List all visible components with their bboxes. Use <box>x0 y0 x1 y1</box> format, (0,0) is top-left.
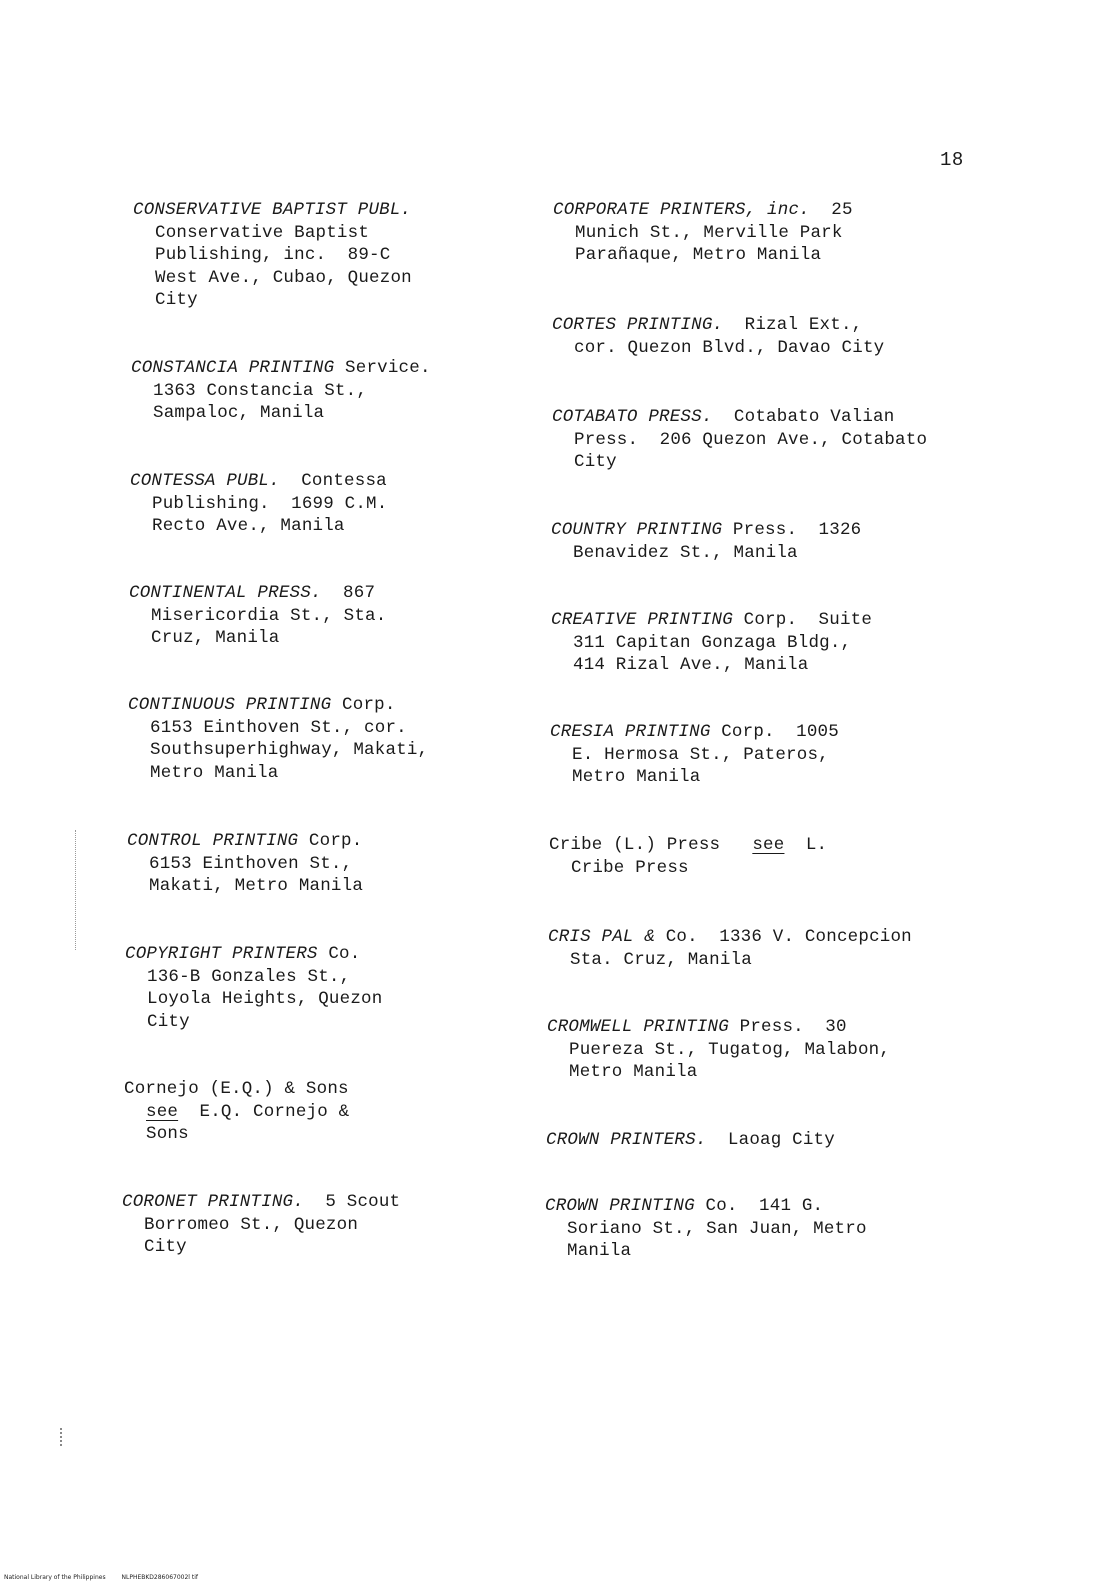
scan-artifact <box>75 830 78 950</box>
entry-line <box>553 244 853 267</box>
entry-text: Sta. Cruz, Manila <box>570 949 752 970</box>
entry-line <box>133 222 412 245</box>
entry-line <box>549 857 827 880</box>
entry-text: 867 <box>321 583 376 603</box>
entry-name: COUNTRY PRINTING <box>551 520 723 540</box>
entry-text: Makati, Metro Manila <box>149 876 364 896</box>
right-entry <box>549 834 827 879</box>
entry-line <box>124 1123 349 1146</box>
entry-heading-line <box>133 199 412 222</box>
entry-line <box>125 966 382 989</box>
entry-name: CORTES PRINTING. <box>552 315 724 335</box>
entry-text: 6153 Einthoven St., <box>149 853 353 874</box>
entry-line <box>133 244 412 267</box>
entry-text: Cribe (L.) Press <box>549 835 753 855</box>
entry-text: Cornejo (E.Q.) & Sons <box>124 1079 349 1099</box>
entry-heading-line <box>546 1129 835 1152</box>
entry-text: Metro Manila <box>569 1062 698 1082</box>
entry-text: Corp. Suite <box>732 610 873 630</box>
right-entry <box>548 926 912 971</box>
entry-text: Press. 206 Quezon Ave., Cotabato <box>574 429 928 450</box>
entry-text: 136-B Gonzales St., <box>147 966 351 987</box>
see-reference: see <box>146 1101 179 1122</box>
entry-line <box>125 1011 382 1034</box>
scan-artifact <box>60 1428 68 1446</box>
entry-line <box>552 451 927 474</box>
entry-text: Conservative Baptist <box>155 222 370 243</box>
entry-heading-line <box>550 721 839 744</box>
entry-text: Munich St., Merville Park <box>575 222 843 243</box>
entry-line <box>129 605 386 628</box>
entry-name: CRESIA PRINTING <box>550 722 711 742</box>
left-entry <box>131 357 431 425</box>
entry-heading-line <box>553 199 853 222</box>
entry-text: Puereza St., Tugatog, Malabon, <box>569 1039 891 1060</box>
entry-text: E.Q. Cornejo & <box>178 1101 350 1122</box>
entry-text: cor. Quezon Blvd., Davao City <box>574 337 885 358</box>
left-entry <box>128 694 428 784</box>
entry-text: Metro Manila <box>572 767 701 787</box>
entry-name: CORONET PRINTING. <box>122 1192 304 1212</box>
right-entry <box>547 1016 890 1084</box>
entry-text: Parañaque, Metro Manila <box>575 245 822 265</box>
left-entry <box>133 199 412 312</box>
entry-heading-line <box>130 470 387 493</box>
entry-line <box>122 1236 400 1259</box>
entry-text: City <box>147 1011 190 1032</box>
entry-line <box>122 1214 400 1237</box>
entry-heading-line <box>545 1195 867 1218</box>
entry-text: Contessa <box>279 471 387 491</box>
entry-text: Publishing. 1699 C.M. <box>152 493 388 514</box>
entry-heading-line <box>549 834 827 857</box>
entry-text: Publishing, inc. 89-C <box>155 245 391 265</box>
entry-heading-line <box>551 609 872 632</box>
entry-name: CROMWELL PRINTING <box>547 1017 729 1037</box>
entry-text: Cotabato Valian <box>712 407 895 427</box>
entry-name: CONSERVATIVE BAPTIST PUBL. <box>133 200 412 220</box>
entry-text: 5 Scout <box>303 1192 401 1212</box>
entry-text: Soriano St., San Juan, Metro <box>567 1218 867 1239</box>
entry-heading-line <box>547 1016 890 1039</box>
entry-line <box>127 875 363 898</box>
entry-text: Loyola Heights, Quezon <box>147 989 383 1009</box>
entry-line <box>127 853 363 876</box>
left-entry <box>124 1078 349 1146</box>
entry-text: Borromeo St., Quezon <box>144 1214 359 1235</box>
right-entry <box>551 609 872 677</box>
entry-text: Corp. <box>331 695 396 715</box>
entry-name: CROWN PRINTERS. <box>546 1130 707 1150</box>
entry-text: E. Hermosa St., Pateros, <box>572 744 829 765</box>
entry-heading-line <box>124 1078 349 1101</box>
left-entry <box>129 582 386 650</box>
left-entry <box>122 1191 400 1259</box>
entry-line <box>552 429 927 452</box>
entry-name: CORPORATE PRINTERS, inc. <box>553 200 810 220</box>
entry-text: Corp. <box>298 831 363 851</box>
entry-line <box>130 515 387 538</box>
entry-text: 25 <box>809 200 853 220</box>
entry-name: CRIS PAL & <box>548 927 656 947</box>
entry-text: City <box>144 1237 187 1257</box>
entry-name: CREATIVE PRINTING <box>551 610 733 630</box>
entry-line <box>128 739 428 762</box>
entry-line <box>553 222 853 245</box>
entry-line <box>128 762 428 785</box>
entry-text: Recto Ave., Manila <box>152 516 345 536</box>
right-entry <box>550 721 839 789</box>
entry-line <box>125 988 382 1011</box>
entry-text: Benavidez St., Manila <box>573 542 798 563</box>
entry-line <box>124 1101 349 1124</box>
entry-text: Co. 141 G. <box>694 1196 824 1216</box>
left-entry <box>127 830 363 898</box>
entry-line <box>133 289 412 312</box>
footer <box>4 1574 212 1581</box>
right-entry <box>545 1195 867 1263</box>
entry-text: Press. 30 <box>728 1017 847 1037</box>
entry-text: 311 Capitan Gonzaga Bldg., <box>573 632 852 653</box>
entry-text: 1363 Constancia St., <box>153 380 368 401</box>
entry-heading-line <box>122 1191 400 1214</box>
entry-text: L. <box>784 835 828 855</box>
entry-text: 6153 Einthoven St., cor. <box>150 717 407 738</box>
entry-heading-line <box>127 830 363 853</box>
entry-heading-line <box>552 314 884 337</box>
entry-heading-line <box>551 519 861 542</box>
entry-text: Metro Manila <box>150 762 279 783</box>
entry-name: COPYRIGHT PRINTERS <box>125 944 318 964</box>
see-reference: see <box>752 835 785 855</box>
entry-line <box>545 1240 867 1263</box>
entry-text: West Ave., Cubao, Quezon <box>155 267 412 288</box>
entry-name: CONSTANCIA PRINTING <box>131 358 335 378</box>
entry-text: Sons <box>146 1124 189 1144</box>
right-entry <box>552 314 884 359</box>
entry-heading-line <box>131 357 431 380</box>
entry-text: City <box>574 452 617 472</box>
entry-name: CONTINUOUS PRINTING <box>128 695 332 715</box>
right-entry <box>553 199 853 267</box>
page-number: 18 <box>940 149 964 171</box>
entry-name: CONTINENTAL PRESS. <box>129 583 322 603</box>
entry-line <box>129 627 386 650</box>
entry-line <box>551 632 872 655</box>
entry-text: Cribe Press <box>571 857 689 878</box>
entry-text: Co. <box>317 944 361 964</box>
entry-heading-line <box>128 694 428 717</box>
entry-text: Corp. 1005 <box>710 722 839 742</box>
entry-line <box>551 542 861 565</box>
entry-text: Southsuperhighway, Makati, <box>150 740 429 760</box>
entry-text: Press. 1326 <box>722 520 862 540</box>
entry-text: Misericordia St., Sta. <box>151 605 387 626</box>
entry-heading-line <box>129 582 386 605</box>
entry-name: CONTROL PRINTING <box>127 831 299 851</box>
entry-text: Cruz, Manila <box>151 628 280 648</box>
entry-line <box>131 380 431 403</box>
entry-line <box>547 1061 890 1084</box>
footer-library: National Library of the Philippines <box>4 1574 106 1581</box>
entry-text: 414 Rizal Ave., Manila <box>573 655 809 675</box>
entry-line <box>545 1218 867 1241</box>
entry-text: Manila <box>567 1241 632 1261</box>
right-entry <box>551 519 861 564</box>
entry-heading-line <box>548 926 912 949</box>
entry-heading-line <box>552 406 927 429</box>
entry-text: Laoag City <box>706 1130 835 1150</box>
entry-text: Rizal Ext., <box>723 315 863 335</box>
entry-name: CONTESSA PUBL. <box>130 471 280 491</box>
entry-line <box>551 654 872 677</box>
entry-line <box>550 766 839 789</box>
entry-text: Sampaloc, Manila <box>153 403 325 423</box>
entry-line <box>548 949 912 972</box>
right-entry <box>546 1129 835 1152</box>
left-entry <box>125 943 382 1033</box>
left-entry <box>130 470 387 538</box>
entry-line <box>552 337 884 360</box>
entry-line <box>128 717 428 740</box>
entry-name: CROWN PRINTING <box>545 1196 695 1216</box>
entry-name: COTABATO PRESS. <box>552 407 713 427</box>
entry-text: Service. <box>334 358 431 378</box>
entry-text: Co. 1336 V. Concepcion <box>655 927 912 947</box>
entry-line <box>547 1039 890 1062</box>
right-entry <box>552 406 927 474</box>
entry-line <box>130 493 387 516</box>
entry-line <box>550 744 839 767</box>
entry-line <box>133 267 412 290</box>
entry-text: City <box>155 290 198 310</box>
entry-line <box>131 402 431 425</box>
footer-file-id: NLPHEBKD286067002l tif <box>121 1574 198 1581</box>
entry-heading-line <box>125 943 382 966</box>
